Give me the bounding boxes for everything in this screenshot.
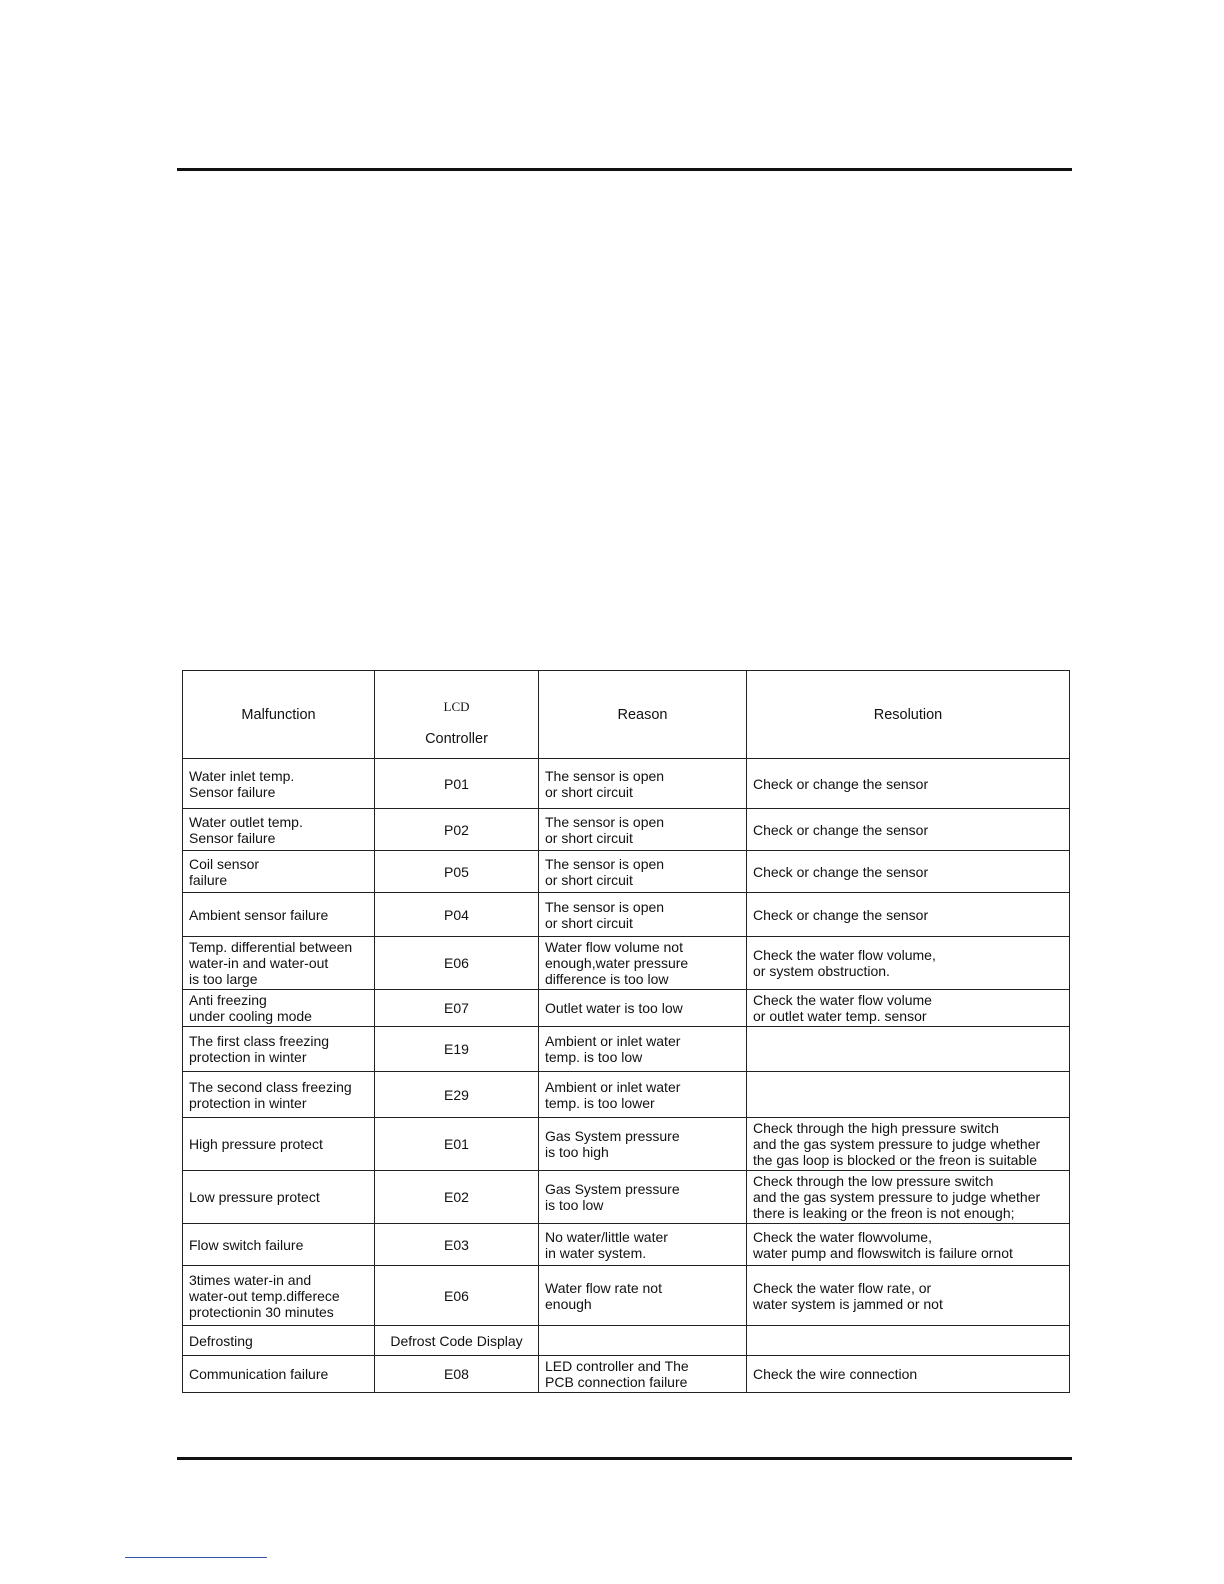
resolution-cell: Check the water flow rate, or water system is jammed or not (747, 1266, 1070, 1326)
resolution-cell: Check the wire connection (747, 1356, 1070, 1393)
table-row (183, 937, 1070, 990)
header-controller (375, 671, 539, 759)
malfunction-cell: Defrosting (183, 1326, 375, 1356)
header-resolution: Resolution (747, 671, 1070, 759)
malfunction-cell: Flow switch failure (183, 1224, 375, 1266)
malfunction-cell: 3times water-in and water-out temp.differece protectionin 30 minutes (183, 1266, 375, 1326)
code-cell: Defrost Code Display (375, 1326, 539, 1356)
malfunction-cell: Low pressure protect (183, 1171, 375, 1224)
resolution-cell: Check the water flowvolume, water pump and flowswitch is failure ornot (747, 1224, 1070, 1266)
resolution-cell: Check the water flow volume, or system obstruction. (747, 937, 1070, 990)
reason-cell: Water flow volume not enough,water pressure difference is too low (539, 937, 747, 990)
header-controller-label: Controller (425, 730, 488, 747)
malfunction-cell: Water outlet temp. Sensor failure (183, 809, 375, 851)
table-row (183, 759, 1070, 809)
table-row (183, 851, 1070, 893)
code-cell: E06 (375, 937, 539, 990)
malfunction-cell: Communication failure (183, 1356, 375, 1393)
reason-cell: LED controller and The PCB connection failure (539, 1356, 747, 1393)
code-cell: P01 (375, 759, 539, 809)
reason-cell: Outlet water is too low (539, 990, 747, 1027)
malfunction-cell: Ambient sensor failure (183, 893, 375, 937)
resolution-cell: Check or change the sensor (747, 893, 1070, 937)
resolution-cell (747, 1326, 1070, 1356)
table-header-row (183, 671, 1070, 759)
reason-cell: The sensor is open or short circuit (539, 851, 747, 893)
code-cell: P05 (375, 851, 539, 893)
table-row (183, 893, 1070, 937)
table-row (183, 1118, 1070, 1171)
reason-cell: Ambient or inlet water temp. is too low (539, 1027, 747, 1072)
reason-cell (539, 1326, 747, 1356)
header-reason: Reason (539, 671, 747, 759)
header-malfunction: Malfunction (183, 671, 375, 759)
bottom-divider (177, 1457, 1072, 1460)
resolution-cell: Check through the low pressure switch and the gas system pressure to judge whether there is leaking or the freon is not enough; (747, 1171, 1070, 1224)
code-cell: P04 (375, 893, 539, 937)
reason-cell: Gas System pressure is too high (539, 1118, 747, 1171)
reason-cell: The sensor is open or short circuit (539, 809, 747, 851)
table-row (183, 990, 1070, 1027)
malfunction-cell: The first class freezing protection in winter (183, 1027, 375, 1072)
reason-cell: The sensor is open or short circuit (539, 893, 747, 937)
table-row (183, 1266, 1070, 1326)
footnote-divider (125, 1557, 267, 1558)
table-row (183, 1356, 1070, 1393)
reason-cell: Gas System pressure is too low (539, 1171, 747, 1224)
fault-code-table (182, 670, 1070, 1393)
header-controller-lcd: LCD (443, 698, 470, 714)
code-cell: E07 (375, 990, 539, 1027)
table-row (183, 809, 1070, 851)
malfunction-cell: Temp. differential between water-in and water-out is too large (183, 937, 375, 990)
top-divider (177, 168, 1072, 171)
resolution-cell: Check the water flow volume or outlet water temp. sensor (747, 990, 1070, 1027)
code-cell: E08 (375, 1356, 539, 1393)
code-cell: E03 (375, 1224, 539, 1266)
reason-cell: The sensor is open or short circuit (539, 759, 747, 809)
resolution-cell: Check or change the sensor (747, 809, 1070, 851)
code-cell: E02 (375, 1171, 539, 1224)
malfunction-cell: The second class freezing protection in winter (183, 1072, 375, 1118)
table-row (183, 1326, 1070, 1356)
table-row (183, 1027, 1070, 1072)
reason-cell: No water/little water in water system. (539, 1224, 747, 1266)
resolution-cell (747, 1027, 1070, 1072)
code-cell: E19 (375, 1027, 539, 1072)
resolution-cell (747, 1072, 1070, 1118)
resolution-cell: Check or change the sensor (747, 759, 1070, 809)
reason-cell: Ambient or inlet water temp. is too lower (539, 1072, 747, 1118)
code-cell: E06 (375, 1266, 539, 1326)
resolution-cell: Check through the high pressure switch and the gas system pressure to judge whether the gas loop is blocked or the freon is suitable (747, 1118, 1070, 1171)
code-cell: E29 (375, 1072, 539, 1118)
code-cell: P02 (375, 809, 539, 851)
resolution-cell: Check or change the sensor (747, 851, 1070, 893)
table-row (183, 1171, 1070, 1224)
reason-cell: Water flow rate not enough (539, 1266, 747, 1326)
table-row (183, 1224, 1070, 1266)
table-row (183, 1072, 1070, 1118)
malfunction-cell: High pressure protect (183, 1118, 375, 1171)
malfunction-cell: Anti freezing under cooling mode (183, 990, 375, 1027)
malfunction-cell: Water inlet temp. Sensor failure (183, 759, 375, 809)
code-cell: E01 (375, 1118, 539, 1171)
malfunction-cell: Coil sensor failure (183, 851, 375, 893)
